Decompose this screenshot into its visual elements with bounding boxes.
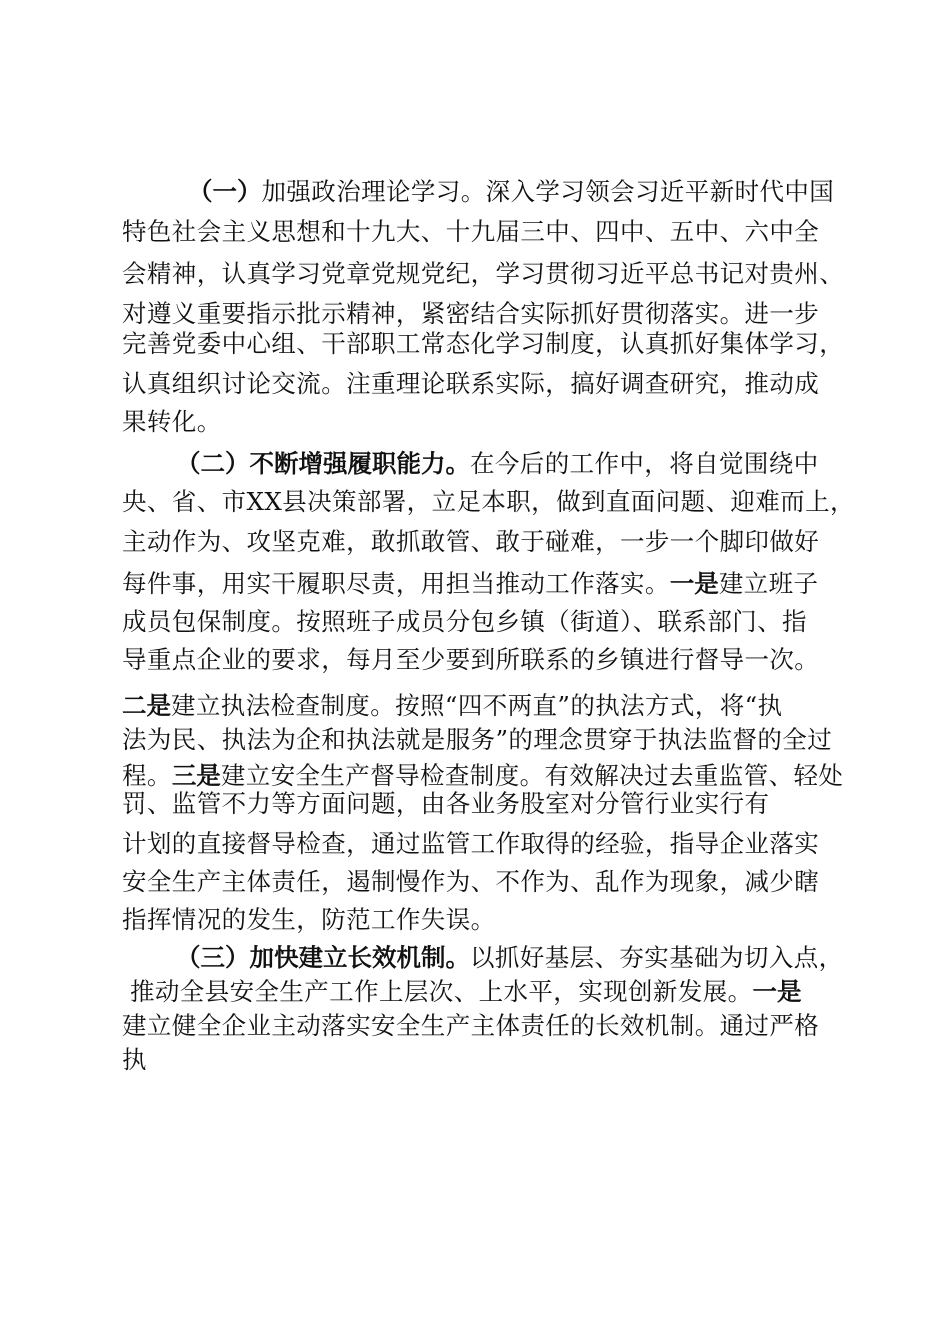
paragraph-line: 果转化。 xyxy=(122,407,222,436)
emphasis-label: 一是 xyxy=(669,569,719,598)
section-heading: （一） xyxy=(188,177,262,206)
paragraph-line: 安全生产主体责任，遏制慢作为、不作为、乱作为现象，减少瞎 xyxy=(122,867,820,896)
section-heading: （三）加快建立长效机制。 xyxy=(176,943,470,972)
emphasis-label: 三是 xyxy=(171,761,221,790)
paragraph-line: （一）加强政治理论学习。深入学习领会习近平新时代中国 xyxy=(188,177,835,206)
paragraph-line: 特色社会主义思想和十九大、十九届三中、四中、五中、六中全 xyxy=(122,217,820,246)
paragraph-line: 指挥情况的发生，防范工作失误。 xyxy=(122,905,496,934)
paragraph-line: 推动全县安全生产工作上层次、上水平，实现创新发展。一是 xyxy=(130,977,802,1006)
emphasis-label: 二是 xyxy=(122,691,171,720)
paragraph-line: 主动作为、攻坚克难，敢抓敢管、敢于碰难，一步一个脚印做好 xyxy=(122,527,820,556)
paragraph-line: 程。三是建立安全生产督导检查制度。有效解决过去重监管、轻处 xyxy=(122,761,844,790)
paragraph-line: 成员包保制度。按照班子成员分包乡镇（街道）、联系部门、指 xyxy=(122,607,807,636)
section-heading: （二）不断增强履职能力。 xyxy=(176,449,470,478)
paragraph-line: 罚、监管不力等方面问题，由各业务股室对分管行业实行有 xyxy=(122,789,770,818)
paragraph-line: 二是建立执法检查制度。按照“四不两直”的执法方式，将“执 xyxy=(122,691,783,720)
paragraph-line: 计划的直接督导检查，通过监管工作取得的经验，指导企业落实 xyxy=(122,829,820,858)
paragraph-line: （三）加快建立长效机制。以抓好基层、夯实基础为切入点， xyxy=(176,943,844,972)
paragraph-line: 对遵义重要指示批示精神，紧密结合实际抓好贯彻落实。进一步 xyxy=(122,299,820,328)
paragraph-line: 认真组织讨论交流。注重理论联系实际，搞好调查研究，推动成 xyxy=(122,369,820,398)
paragraph-line: 执 xyxy=(122,1045,147,1074)
paragraph-line: （二）不断增强履职能力。在今后的工作中，将自觉围绕中 xyxy=(176,449,819,478)
paragraph-line: 建立健全企业主动落实安全生产主体责任的长效机制。通过严格 xyxy=(122,1011,820,1040)
paragraph-line: 法为民、执法为企和执法就是服务”的理念贯穿于执法监督的全过 xyxy=(122,725,833,754)
emphasis-label: 一是 xyxy=(752,977,802,1006)
paragraph-line: 完善党委中心组、干部职工常态化学习制度，认真抓好集体学习， xyxy=(122,329,845,358)
paragraph-line: 每件事，用实干履职尽责，用担当推动工作落实。一是建立班子 xyxy=(122,569,819,598)
paragraph-line: 导重点企业的要求，每月至少要到所联系的乡镇进行督导一次。 xyxy=(122,645,820,674)
paragraph-line: 会精神，认真学习党章党规党纪，学习贯彻习近平总书记对贵州、 xyxy=(122,259,845,288)
paragraph-line: 央、省、市XX县决策部署，立足本职，做到直面问题、迎难而上， xyxy=(122,487,855,516)
